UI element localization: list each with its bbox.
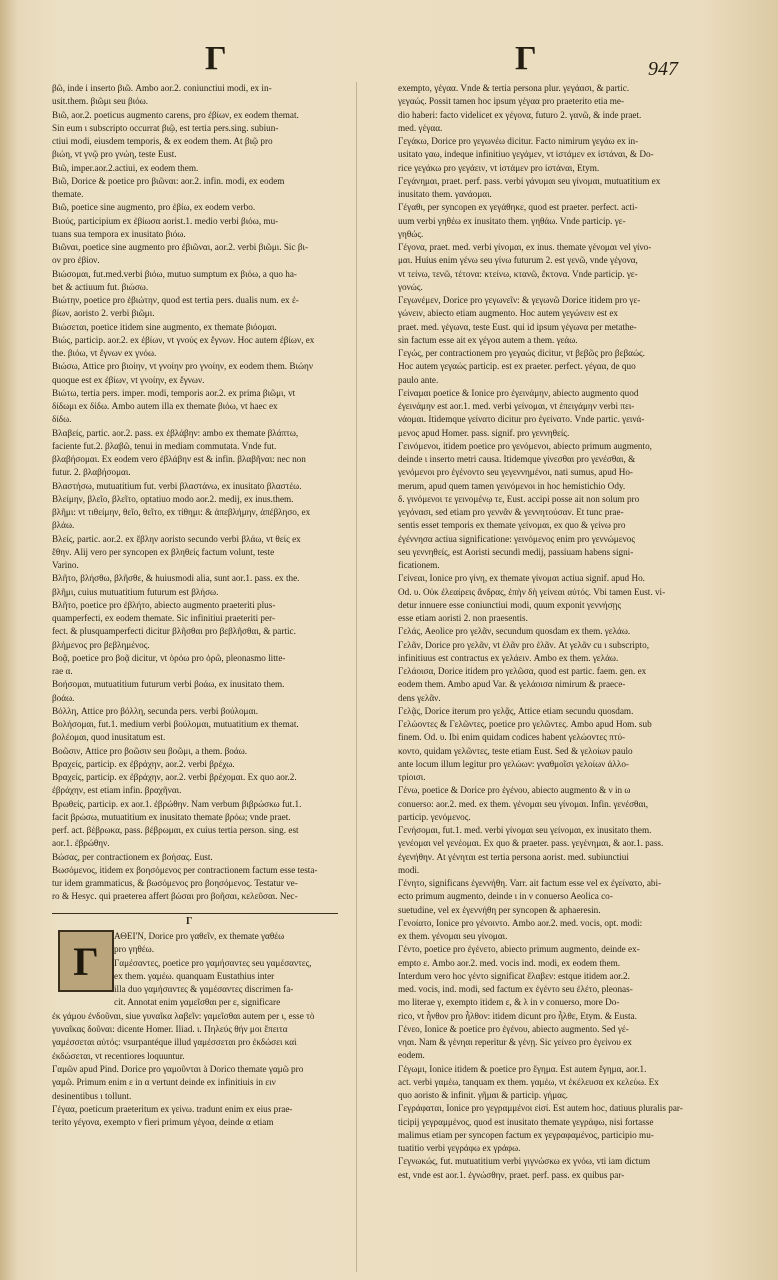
text-line: rae α. — [52, 666, 73, 676]
text-line: γονώς. — [398, 281, 423, 292]
text-line: Βιώσω, Attice pro βιοίην, vt γνοίην pro γνοίην, ex eodem them. Βιώην — [52, 361, 313, 372]
text-line: νηαι. Nam & γένηαι reperitur & γένῃ. Sic γείνεο pro ἐγείνου ex — [398, 1037, 632, 1047]
text-line: conuerso: aor.2. med. ex them. γένομαι seu γίνομαι. Infin. γενέσθαι, — [398, 798, 649, 809]
text-line: κοντο, quidam γελῶντες, teste etiam Eust. Sed & γελοίων paulo — [398, 745, 633, 756]
running-header-right: Γ — [515, 40, 537, 77]
text-line: ex them. γαμέω. quanquam Eustathius inter — [114, 970, 275, 981]
text-line: γενέομαι vel γενέομαι. Ex quo & praeter. pass. γεγένημαι, & aor.1. pass. — [398, 838, 664, 849]
text-line: ἐβράχην, est etiam infin. βραχῆναι. — [52, 785, 182, 796]
text-line: bet & actiuum fut. βιώσω. — [52, 281, 149, 292]
text-line: vt τείνω, τενῶ, τέτονα: κτείνω, κτανῶ, ἔκτονα. Vnde particip. γε- — [398, 268, 638, 279]
text-line: Βλείμην, βλεῖο, βλεῖτο, optatiuo modo aor.2. medij, ex inus.them. — [52, 493, 294, 504]
text-line: Βιῶ, aor.2. poeticus augmento carens, pro ἐβίων, ex eodem themat. — [52, 109, 299, 120]
text-line: Γεγωνέμεν, Dorice pro γεγωνεῖν: & γεγωνῶ Dorice itidem pro γε- — [398, 295, 641, 305]
text-line: fect. & plusquamperfecti dicitur βλῆσθαι pro βεβλῆσθαι, & partic. — [52, 626, 296, 637]
text-line: eodem. — [398, 1050, 425, 1061]
text-line: ἐγεινάμην est aor.1. med. verbi γείνομαι, vt ἐπειγάμην verbi πει- — [398, 401, 635, 411]
text-line: Βιώσεται, poetice itidem sine augmento, ex themate βιόομαι. — [52, 321, 277, 332]
text-line: exempto, γέγαα. Vnde & tertia persona plur. γεγάασι, & partic. — [398, 83, 630, 93]
text-line: Sin eum ι subscripto occurrat βιῷ, est tertia pers.sing. subiun- — [52, 122, 279, 133]
text-line: eodem them. Ambo apud Var. & γελάοισα nimirum & praece- — [398, 679, 626, 690]
text-line: Γένητο, significans ἐγεννήθη. Varr. ait factum esse vel ex ἐγείνατο, abi- — [398, 878, 662, 888]
text-line: Βιῶ, Dorice & poetice pro βιῶναι: aor.2. infin. modi, ex eodem — [52, 175, 285, 186]
text-line: Γεινόμενοι, itidem poetice pro γενόμενοι, abiecto primum augmento, — [398, 440, 652, 451]
text-line: ἔθην. Alij vero per syncopen ex βληθείς factum volunt, teste — [52, 546, 275, 557]
text-line: Βοήσομαι, mutuatitium futurum verbi βοάω, ex inusitato them. — [52, 679, 285, 690]
text-line: ex them. γένομαι seu γίνομαι. — [398, 931, 508, 941]
text-line: δίδωμι ex δίδω. Ambo autem illa ex themate βιόω, vt haec ex — [52, 401, 278, 411]
text-line: ἐκ γάμου ἐνδοῦναι, siue γυναῖκα λαβεῖν: γαμεῖσθαι autem per ι, esse τὸ — [52, 1010, 315, 1021]
text-line: Γένω, poetice & Dorice pro ἐγένου, abiecto augmento & ν in ω — [398, 785, 631, 796]
text-line: Γέγαα, poeticum praeteritum ex γείνω. tradunt enim ex eius prae- — [52, 1103, 293, 1114]
text-line: malimus etiam per syncopen factum ex γεγραφαμένος, participio mu- — [398, 1129, 654, 1140]
text-line: ἐκδώσεται, vt recentiores loquuntur. — [52, 1050, 185, 1061]
left-column — [52, 82, 338, 902]
right-column — [398, 82, 688, 1267]
text-line: Βιῶ, poetice sine augmento, pro ἐβίω, ex eodem verbo. — [52, 202, 256, 213]
text-line: Γέντο, poetice pro ἐγένετο, abiecto primum augmento, deinde ex- — [398, 944, 640, 955]
text-line: Βοᾷ, poetice pro βοᾷ dicitur, vt ὁρόω pro ὁρῶ, pleonasmo litte- — [52, 652, 286, 663]
text-line: Γελάοισα, Dorice itidem pro γελῶσα, quod est partic. faem. gen. ex — [398, 666, 647, 676]
text-line: deinde ι inserto metri causa. Itidemque γίνεσθαι pro γενέσθαι, & — [398, 454, 636, 464]
text-line: Γεγράφαται, Ionice pro γεγραμμένοι εἰσί. Est autem hoc, datiuus pluralis par- — [398, 1103, 683, 1114]
text-line: Γελώοντες & Γελῶντες, poetice pro γελῶντες. Ambo apud Hom. sub — [398, 719, 652, 729]
text-line: Βιῶναι, poetice sine augmento pro ἐβιῶναι, aor.2. verbi βιῶμι. Sic βι- — [52, 242, 309, 252]
text-line: Βλαστήσω, mutuatitium fut. verbi βλαστάνω, ex inusitato βλαστέω. — [52, 480, 302, 491]
text-line: Βιώσομαι, fut.med.verbi βιόω, mutuo sumptum ex βιόω, a quo ha- — [52, 268, 297, 279]
column-rule — [356, 82, 357, 1272]
text-line: Βιώτω, tertia pers. imper. modi, temporis aor.2. ex prima βιῶμι, vt — [52, 387, 296, 398]
text-line: βολέομαι, quod inusitatum est. — [52, 732, 166, 743]
text-line: βλήμενος pro βεβλημένος. — [52, 639, 150, 650]
text-line: Γεγάκω, Dorice pro γεγωνέω dicitur. Facto nimirum γεγάω ex in- — [398, 136, 639, 146]
text-line: Βιούς, participium ex ἐβίωσα aorist.1. medio verbi βιόω, mu- — [52, 215, 279, 226]
text-line: Βόλλη, Attice pro βόλλη, secunda pers. verbi βούλομαι. — [52, 705, 259, 716]
text-line: merum, apud quem tamen γεινόμενοι in hoc hemistichio Ody. — [398, 480, 626, 491]
text-line: Γεγάνημαι, praet. perf. pass. verbi γάνυμαι seu γίνομαι, mutuatitium ex — [398, 175, 661, 186]
text-line: cit. Annotat enim γαμεῖσθαι per ε, significare — [114, 997, 281, 1008]
text-line: ἐγενήθην. At γένηται est tertia persona aorist. med. subiunctiui — [398, 851, 629, 862]
text-line: Βλείς, partic. aor.2. ex ἔβλην aoristo secundo verbi βλάω, vt θείς ex — [52, 533, 301, 544]
text-line: βιώη, vt γνῷ pro γνώη, teste Eust. — [52, 149, 177, 160]
text-line: γαμῶ. Primum enim ε in α vertunt deinde ex infinitiuis in ειν — [52, 1077, 276, 1088]
text-line: particip. γενόμενος. — [398, 811, 471, 822]
text-line: βίων, aoristo 2. verbi βιῶμι. — [52, 308, 155, 319]
text-line: γεγόνασι, sed etiam pro γεννᾶν & γεννητούσαν. Et tunc prae- — [398, 507, 624, 517]
text-line: Γελάς, Aeolice pro γελᾶν, secundum quosdam ex them. γελάω. — [398, 626, 631, 637]
text-line: βλάω. — [52, 520, 75, 531]
text-line: μενος apud Homer. pass. signif. pro γεννηθείς. — [398, 427, 570, 438]
text-line: ctiui modi, eiusdem temporis, & ex eodem them. At βιῷ pro — [52, 136, 273, 146]
text-line: ecto primum augmento, deinde ι in ν conuerso Aeolica co- — [398, 891, 613, 902]
text-line: γεγαώς. Possit tamen hoc ipsum γέγαα pro praeterito etia me- — [398, 96, 625, 107]
text-line: tuatitio verbi γεγράφω ex γράφω. — [398, 1143, 521, 1153]
text-line: βοάω. — [52, 692, 75, 703]
text-line: paulo ante. — [398, 374, 439, 385]
text-line: Γεγώς, per contractionem pro γεγαώς dicitur, vt βεβῶς pro βεβαώς. — [398, 348, 645, 358]
text-line: dio haberi: facto videlicet ex γέγονα, futuro 2. γανῶ, & inde praet. — [398, 109, 642, 120]
text-line: perf. act. βέβρωκα, pass. βέβρωμαι, ex cuius tertia person. sing. est — [52, 825, 299, 835]
text-line: usitato γαω, indeque infinitiuo γεγάμεν, vt ἱστάμεν ex ἱστάναι, & Do- — [398, 149, 654, 160]
text-line: Varino. — [52, 560, 79, 570]
text-line: usit.them. βιῶμι seu βιόω. — [52, 96, 149, 107]
text-line: pro γηθέω. — [114, 944, 155, 955]
text-line: dens γελᾶν. — [398, 692, 441, 703]
text-line: Γαμῶν apud Pind. Dorice pro γαμοῦνται à Dorico themate γαμῶ pro — [52, 1063, 304, 1074]
text-line: μαι. Huius enim γένω seu γίνω futurum 2. est γενῶ, vnde γέγονα, — [398, 255, 638, 266]
text-line: Γέγωμι, Ionice itidem & poetice pro ἔγημα. Est autem ἔγημα, aor.1. — [398, 1063, 647, 1074]
text-line: sentis esset temporis ex themate γείνομαι, ex quo & γείνω pro — [398, 520, 626, 531]
text-line: Βιώς, particip. aor.2. ex ἐβίων, vt γνούς ex ἔγνων. Hoc autem ἐβίων, ex — [52, 334, 315, 345]
text-line: ficationem. — [398, 560, 440, 570]
text-line: Βιώτην, poetice pro ἐβιώτην, quod est tertia pers. dualis num. ex ἐ- — [52, 295, 299, 305]
text-line: infinitiuus est contractus ex γελάειν. Ambo ex them. γελάω. — [398, 652, 619, 663]
text-line: illa duo γαμήσαντες & γαμέσαντες discrimen fa- — [114, 984, 294, 995]
text-line: esse etiam aoristi 2. non praesentis. — [398, 613, 528, 623]
decorated-initial: Γ — [58, 930, 114, 992]
text-line: quamperfecti, ex eodem themate. Sic infinitiui praeteriti per- — [52, 613, 276, 623]
text-line: inusitato them. γανάομαι. — [398, 189, 492, 199]
text-line: Γένεο, Ionice & poetice pro ἐγένου, abiecto augmento. Sed γέ- — [398, 1023, 629, 1034]
text-line: rice γεγάκω pro γεγάειν, vt ἱστάμεν pro ἱστάναι, Etym. — [398, 162, 600, 173]
text-line: suetudine, vel ex ἐγεννήθη per syncopen & aphaeresin. — [398, 904, 601, 915]
text-line: Γείνεαι, Ionice pro γίνη, ex themate γίνομαι actiua signif. apud Ho. — [398, 573, 645, 584]
text-line: themate. — [52, 189, 84, 199]
text-line: aor.1. ἐβρώθην. — [52, 838, 110, 849]
text-line: the. βιόω, vt ἔγνων ex γνόω. — [52, 348, 157, 358]
text-line: ἐγέννησα actiua significatione: γεινόμενος enim pro γεννώμενος — [398, 533, 635, 544]
text-line: Γέγονα, praet. med. verbi γίνομαι, ex inus. themate γένομαι vel γίνο- — [398, 242, 652, 252]
text-line: Βλῆτο, βλήσθω, βλῆσθε, & huiusmodi alia, sunt aor.1. pass. ex the. — [52, 573, 300, 584]
text-line: praet. med. γέγωνα, teste Eust. qui id ipsum γέγωνα per metathe- — [398, 321, 637, 332]
text-line: Γέγαθι, per syncopen ex γεγάθηκε, quod est praeter. perfect. acti- — [398, 202, 638, 213]
page-number: 947 — [648, 58, 678, 80]
text-line: βλῆμι, cuius mutuatitium futurum est βλήσω. — [52, 586, 219, 597]
text-line: τρίοισι. — [398, 772, 426, 782]
text-line: ον pro ἐβίον. — [52, 255, 100, 266]
text-line: mo literae γ, exempto itidem ε, & λ in ν conuerso, more Do- — [398, 997, 620, 1008]
text-line: tur idem grammaticus, & βωσόμενος pro βοησόμενος. Testatur ve- — [52, 878, 298, 888]
text-line: ante locum illum legitur pro γελώων: γναθμοῖσι γελοίων ἀλλο- — [398, 758, 629, 769]
text-line: Γείναμαι poetice & Ionice pro ἐγεινάμην, abiecto augmento quod — [398, 387, 639, 398]
text-line: ro & Hesyc. qui praeterea affert βώσαι pro βοῆσαι, κελεῦσαι. Nec- — [52, 891, 298, 902]
text-line: quo aoristo & infinit. γῆμαι & particip. γήμας. — [398, 1090, 568, 1100]
text-line: seu γεννηθείς, est Aoristi secundi medij, passiuam habens signi- — [398, 546, 634, 557]
text-line: Βολήσομαι, fut.1. medium verbi βούλομαι, mutuatitium ex themat. — [52, 719, 299, 729]
text-line: γηθώς. — [398, 228, 424, 239]
text-line: Βραχείς, particip. ex ἐβράχην, aor.2. verbi βρέχομαι. Ex quo aor.2. — [52, 772, 297, 782]
text-line: γώνειν, abiecto etiam augmento. Hoc autem γεγώνειν est ex — [398, 308, 619, 319]
text-line: Βλῆτο, poetice pro ἐβλήτο, abiecto augmento praeteriti plus- — [52, 599, 276, 610]
text-line: Γελᾷς, Dorice iterum pro γελᾷς, Attice etiam secundu quosdam. — [398, 705, 634, 716]
text-line: γυναῖκας δοῦναι: dicente Homer. Iliad. ι. Πηλεύς θήν μοι ἔπειτα — [52, 1024, 288, 1035]
text-line: Γενήσομαι, fut.1. med. verbi γίνομαι seu γείνομαι, ex inusitato them. — [398, 825, 652, 835]
running-header-left: Γ — [205, 40, 227, 77]
text-line: Hoc autem γεγαώς particip. est ex praeter. perfect. γέγαα, de quo — [398, 361, 636, 372]
text-line: βῶ, inde i inserto βιῶ. Ambo aor.2. coniunctiui modi, ex in- — [52, 83, 272, 93]
text-line: ΑΘΕΙ'Ν, Dorice pro γαθεῖν, ex themate γαθέω — [114, 931, 285, 941]
text-line: detur innuere esse coniunctiui modi, quum exponit γεννήσῃς — [398, 599, 622, 610]
text-line: uum verbi γηθέω ex inusitato them. γηθάω. Vnde particip. γε- — [398, 215, 626, 226]
text-line: δ. γινόμενοι τε γεινομένῳ τε, Eust. accipi posse ait non solum pro — [398, 493, 640, 504]
text-line: Γελᾶν, Dorice pro γελᾶν, vt ἐλᾶν pro ἐλᾶν. At γελᾶν cu ι subscripto, — [398, 639, 650, 650]
section-letter: Γ — [186, 916, 193, 927]
text-line: Βρωθείς, particip. ex aor.1. ἐβρώθην. Nam verbum βιβρώσκω fut.1. — [52, 798, 302, 809]
text-line: δίδω. — [52, 414, 72, 425]
text-line: sin factum esse ait ex γέγοα autem a them. γεάω. — [398, 334, 578, 345]
text-line: Βιῶ, imper.aor.2.actiui, ex eodem them. — [52, 162, 199, 173]
text-line: faciente fut.2. βλαβῶ, tenui in mediam commutata. Vnde fut. — [52, 440, 277, 451]
text-line: finem. Od. υ. Ibi enim quidam codices habent γελώοντες πτύ- — [398, 732, 626, 743]
section-divider — [52, 913, 338, 914]
text-line: facit βρώσω, mutuatitium ex inusitato themate βρόω; vnde praet. — [52, 811, 291, 822]
text-line: γενόμενοι pro ἐγένοντο seu γεγεννημένοι, nati sumus, apud Ho- — [398, 467, 633, 478]
text-line: βλῆμι: vt τιθείμην, θεῖο, θεῖτο, ex τίθημι: & ἀπεβλήμην, ἀπέβλησο, ex — [52, 507, 311, 517]
text-line: Βοῶσιν, Attice pro βοῶσιν seu βοῶμι, a them. βοάω. — [52, 745, 248, 756]
text-line: desinentibus ι tollunt. — [52, 1090, 132, 1101]
text-line: Βωσόμενος, itidem ex βοησόμενος per contractionem factum esse testa- — [52, 864, 318, 875]
text-line: νάομαι. Itidemque γείνατο dicitur pro ἐγείνατο. Vnde partic. γεινά- — [398, 414, 645, 425]
text-line: Γενοίατο, Ionice pro γένοιντο. Ambo aor.2. med. vocis, opt. modi: — [398, 917, 643, 928]
text-line: Interdum vero hoc γέντο significat ἔλαβεν: estque itidem aor.2. — [398, 970, 630, 981]
text-line: Βώσας, per contractionem ex βοήσας. Eust. — [52, 851, 213, 862]
text-line: Γαμέσαντες, poetice pro γαμήσαντες seu γαμέσαντες, — [114, 957, 312, 968]
text-line: modi. — [398, 864, 420, 875]
text-line: futur. 2. βλαβήσομαι. — [52, 467, 131, 478]
text-line: Od. υ. Οὐκ ἐλεαίρεις ἄνδρας, ἐπὴν δὴ γείνεαι αὐτός. Vbi tamen Eust. vi- — [398, 586, 666, 597]
text-line: ticipij γεγραμμένος, quod est inusitato themate γεγράφω, nisi fortasse — [398, 1116, 654, 1127]
text-line: terito γέγονα, exempto ν fieri primum γέγοα, deinde α etiam — [52, 1117, 274, 1128]
text-line: Βλαβείς, partic. aor.2. pass. ex ἐβλάβην: ambo ex themate βλάπτω, — [52, 427, 299, 438]
text-line: med. γέγαα. — [398, 122, 443, 133]
text-line: Γεγνωκώς, fut. mutuatitium verbi γιγνώσκω ex γνόω, vti iam dictum — [398, 1156, 651, 1167]
text-line: quoque est ex ἐβίων, vt γνοίην, ex ἔγνων. — [52, 374, 205, 385]
text-line: est, vnde est aor.1. ἐγνώσθην, praet. perf. pass. ex quibus par- — [398, 1169, 625, 1180]
text-line: Βραχείς, particip. ex ἐβράχην, aor.2. verbi βρέχω. — [52, 758, 235, 769]
text-line: tuans sua tempora ex inusitato βιόω. — [52, 228, 186, 239]
text-line: med. vocis, ind. modi, sed factum ex ἐγέντο seu ἐλέτο, pleonas- — [398, 984, 633, 994]
text-line: γαμέσσεται αὐτός: vsurpantéque illud γαμέσσεται pro ἐκδώσει καὶ — [52, 1037, 297, 1048]
text-line: empto ε. Ambo aor.2. med. vocis ind. modi, ex eodem them. — [398, 957, 621, 968]
text-line: act. verbi γαμέω, tanquam ex them. γαμέω, vt ἐκέλευσα ex κελεύω. Ex — [398, 1076, 659, 1087]
text-line: βλαβήσομαι. Ex eodem vero ἐβλάβην est & infin. βλαβῆναι: nec non — [52, 454, 306, 464]
text-line: rico, vt ἦνθον pro ἦλθον: itidem dicunt pro ἦλθε, Etym. & Eusta. — [398, 1010, 637, 1021]
